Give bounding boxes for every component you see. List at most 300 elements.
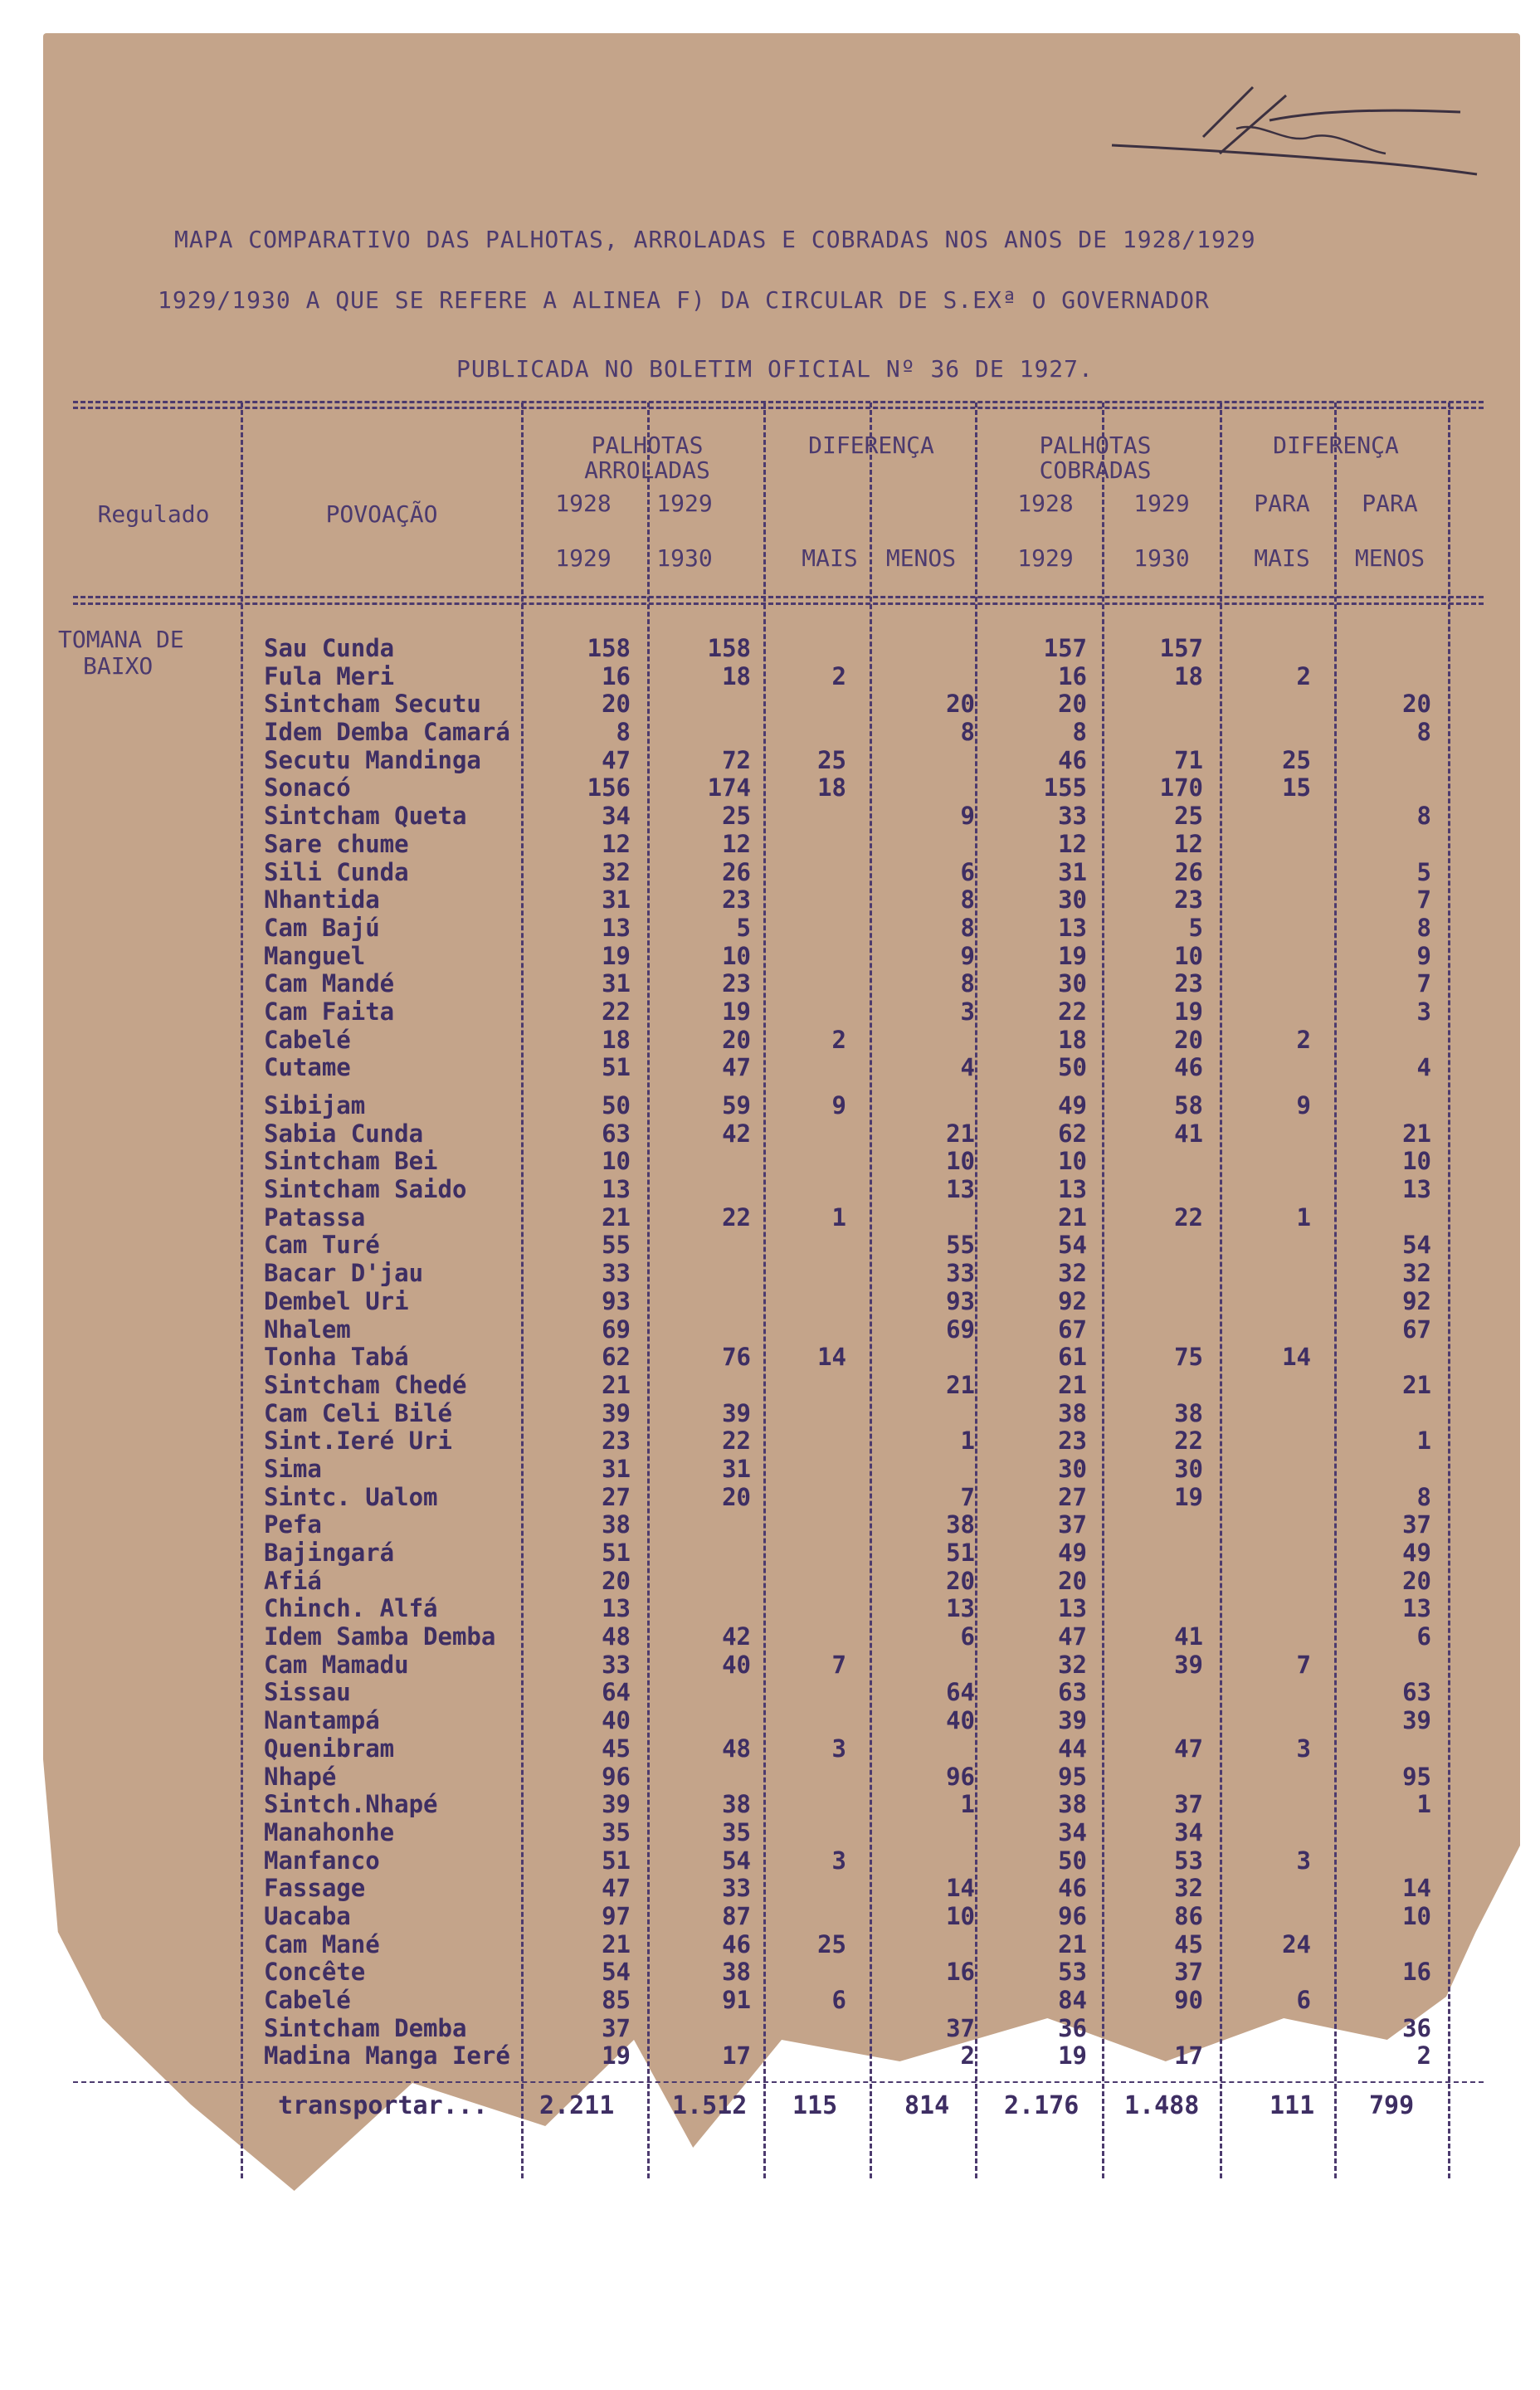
total-value: 799 <box>1369 2091 1415 2120</box>
diferenca-menos: 8 <box>960 913 975 942</box>
cobradas-1928-1929: 30 <box>1058 1454 1087 1483</box>
cobradas-1928-1929: 31 <box>1058 857 1087 886</box>
cobradas-1929-1930: 41 <box>1174 1119 1203 1148</box>
table-row <box>0 970 1540 998</box>
arroladas-1928-1929: 47 <box>602 1874 631 1903</box>
arroladas-1928-1929: 20 <box>602 690 631 719</box>
diferenca-para-menos: 10 <box>1402 1147 1431 1176</box>
diferenca-menos: 1 <box>960 1427 975 1456</box>
village-name: Pefa <box>264 1510 322 1539</box>
diferenca-menos: 4 <box>960 1053 975 1082</box>
header-year: 1930 <box>1133 544 1190 572</box>
cobradas-1929-1930: 86 <box>1174 1901 1203 1930</box>
cobradas-1928-1929: 13 <box>1058 1594 1087 1623</box>
diferenca-menos: 13 <box>946 1594 975 1623</box>
diferenca-menos: 33 <box>946 1259 975 1288</box>
arroladas-1928-1929: 54 <box>602 1958 631 1987</box>
arroladas-1928-1929: 32 <box>602 857 631 886</box>
table-row <box>0 690 1540 719</box>
diferenca-menos: 14 <box>946 1874 975 1903</box>
title-line-3: PUBLICADA NO BOLETIM OFICIAL Nº 36 DE 1927. <box>456 355 1094 383</box>
diferenca-para-menos: 21 <box>1402 1119 1431 1148</box>
village-name: Nantampá <box>264 1706 380 1735</box>
arroladas-1928-1929: 38 <box>602 1510 631 1539</box>
arroladas-1928-1929: 51 <box>602 1539 631 1567</box>
arroladas-1929-1930: 18 <box>722 661 751 690</box>
village-name: Sintcham Bei <box>264 1147 438 1176</box>
arroladas-1928-1929: 45 <box>602 1734 631 1763</box>
table-row <box>0 1232 1540 1260</box>
diferenca-menos: 64 <box>946 1678 975 1707</box>
village-name: Sibijam <box>264 1091 366 1119</box>
diferenca-para-mais: 15 <box>1282 773 1311 802</box>
cobradas-1928-1929: 49 <box>1058 1539 1087 1567</box>
arroladas-1928-1929: 85 <box>602 1986 631 2014</box>
header-year: 1929 <box>555 544 612 572</box>
diferenca-para-mais: 25 <box>1282 745 1311 774</box>
arroladas-1928-1929: 97 <box>602 1901 631 1930</box>
arroladas-1929-1930: 33 <box>722 1874 751 1903</box>
cobradas-1928-1929: 16 <box>1058 661 1087 690</box>
diferenca-para-menos: 14 <box>1402 1874 1431 1903</box>
arroladas-1928-1929: 31 <box>602 885 631 915</box>
diferenca-para-mais: 6 <box>1296 1986 1311 2014</box>
village-name: Cam Mamadu <box>264 1650 409 1679</box>
cobradas-1928-1929: 10 <box>1058 1147 1087 1176</box>
diferenca-menos: 10 <box>946 1147 975 1176</box>
diferenca-menos: 38 <box>946 1510 975 1539</box>
village-name: Sintcham Queta <box>264 802 467 831</box>
diferenca-para-mais: 24 <box>1282 1929 1311 1958</box>
cobradas-1929-1930: 90 <box>1174 1986 1203 2014</box>
village-name: Nhalem <box>264 1314 351 1344</box>
arroladas-1928-1929: 23 <box>602 1427 631 1456</box>
cobradas-1928-1929: 61 <box>1058 1343 1087 1372</box>
diferenca-para-menos: 8 <box>1416 913 1431 942</box>
village-name: Sintch.Nhapé <box>264 1790 438 1819</box>
diferenca-para-menos: 1 <box>1416 1427 1431 1456</box>
cobradas-1928-1929: 37 <box>1058 1510 1087 1539</box>
table-row <box>0 1260 1540 1288</box>
table-row <box>0 1120 1540 1149</box>
table-row <box>0 1707 1540 1735</box>
village-name: Idem Samba Demba <box>264 1622 496 1651</box>
village-name: Sintcham Saido <box>264 1175 467 1204</box>
village-name: Cam Mandé <box>264 969 395 998</box>
arroladas-1928-1929: 21 <box>602 1202 631 1232</box>
cobradas-1928-1929: 13 <box>1058 913 1087 942</box>
table-row <box>0 802 1540 831</box>
cobradas-1929-1930: 37 <box>1174 1958 1203 1987</box>
cobradas-1929-1930: 45 <box>1174 1929 1203 1958</box>
cobradas-1928-1929: 44 <box>1058 1734 1087 1763</box>
diferenca-mais: 14 <box>817 1343 846 1372</box>
header-povoacao: POVOAÇÃO <box>325 500 438 528</box>
header-bottom-rule <box>73 596 1484 598</box>
table-row <box>0 1372 1540 1400</box>
diferenca-menos: 20 <box>946 690 975 719</box>
diferenca-mais: 9 <box>831 1091 846 1119</box>
total-value: 115 <box>792 2091 838 2120</box>
diferenca-para-mais: 3 <box>1296 1846 1311 1875</box>
total-value: 814 <box>904 2091 950 2120</box>
arroladas-1929-1930: 35 <box>722 1817 751 1846</box>
arroladas-1928-1929: 19 <box>602 941 631 970</box>
arroladas-1929-1930: 31 <box>722 1454 751 1483</box>
arroladas-1929-1930: 76 <box>722 1343 751 1372</box>
header-year: 1929 <box>656 490 713 517</box>
cobradas-1928-1929: 67 <box>1058 1314 1087 1344</box>
arroladas-1929-1930: 48 <box>722 1734 751 1763</box>
table-row <box>0 747 1540 775</box>
diferenca-para-menos: 20 <box>1402 690 1431 719</box>
diferenca-para-menos: 1 <box>1416 1790 1431 1819</box>
table-row <box>0 1427 1540 1456</box>
diferenca-mais: 25 <box>817 745 846 774</box>
cobradas-1928-1929: 19 <box>1058 2041 1087 2071</box>
arroladas-1928-1929: 63 <box>602 1119 631 1148</box>
diferenca-menos: 8 <box>960 718 975 747</box>
village-name: Nhapé <box>264 1762 337 1791</box>
cobradas-1928-1929: 32 <box>1058 1259 1087 1288</box>
arroladas-1928-1929: 31 <box>602 1454 631 1483</box>
cobradas-1928-1929: 32 <box>1058 1650 1087 1679</box>
arroladas-1928-1929: 8 <box>616 718 631 747</box>
cobradas-1929-1930: 12 <box>1174 829 1203 858</box>
header-top-rule-2 <box>73 407 1484 409</box>
cobradas-1928-1929: 54 <box>1058 1231 1087 1260</box>
header-menos: MENOS <box>1354 544 1425 572</box>
diferenca-para-mais: 9 <box>1296 1091 1311 1119</box>
diferenca-menos: 13 <box>946 1175 975 1204</box>
diferenca-para-menos: 39 <box>1402 1706 1431 1735</box>
cobradas-1928-1929: 30 <box>1058 969 1087 998</box>
arroladas-1928-1929: 33 <box>602 1259 631 1288</box>
village-name: Concête <box>264 1958 366 1987</box>
arroladas-1928-1929: 48 <box>602 1622 631 1651</box>
cobradas-1928-1929: 33 <box>1058 802 1087 831</box>
village-name: Nhantida <box>264 885 380 915</box>
arroladas-1929-1930: 59 <box>722 1091 751 1119</box>
diferenca-para-menos: 37 <box>1402 1510 1431 1539</box>
cobradas-1929-1930: 75 <box>1174 1343 1203 1372</box>
table-row <box>0 1791 1540 1819</box>
arroladas-1928-1929: 18 <box>602 1025 631 1054</box>
cobradas-1929-1930: 20 <box>1174 1025 1203 1054</box>
table-row <box>0 1735 1540 1763</box>
cobradas-1928-1929: 8 <box>1072 718 1087 747</box>
arroladas-1929-1930: 38 <box>722 1790 751 1819</box>
arroladas-1928-1929: 33 <box>602 1650 631 1679</box>
diferenca-para-menos: 95 <box>1402 1762 1431 1791</box>
village-name: Madina Manga Ieré <box>264 2041 510 2071</box>
village-name: Sili Cunda <box>264 857 409 886</box>
arroladas-1929-1930: 42 <box>722 1622 751 1651</box>
cobradas-1928-1929: 34 <box>1058 1817 1087 1846</box>
diferenca-menos: 21 <box>946 1119 975 1148</box>
cobradas-1928-1929: 38 <box>1058 1790 1087 1819</box>
cobradas-1929-1930: 22 <box>1174 1427 1203 1456</box>
table-row <box>0 663 1540 691</box>
header-regulado: Regulado <box>97 500 210 528</box>
diferenca-menos: 8 <box>960 885 975 915</box>
cobradas-1928-1929: 21 <box>1058 1370 1087 1399</box>
cobradas-1928-1929: 27 <box>1058 1482 1087 1511</box>
table-row <box>0 1344 1540 1372</box>
cobradas-1929-1930: 18 <box>1174 661 1203 690</box>
cobradas-1928-1929: 20 <box>1058 690 1087 719</box>
total-value: 2.211 <box>539 2091 615 2120</box>
arroladas-1928-1929: 37 <box>602 2013 631 2042</box>
diferenca-menos: 1 <box>960 1790 975 1819</box>
arroladas-1928-1929: 93 <box>602 1286 631 1315</box>
arroladas-1928-1929: 156 <box>587 773 631 802</box>
diferenca-para-menos: 6 <box>1416 1622 1431 1651</box>
cobradas-1928-1929: 84 <box>1058 1986 1087 2014</box>
diferenca-para-mais: 2 <box>1296 661 1311 690</box>
diferenca-para-menos: 2 <box>1416 2041 1431 2071</box>
diferenca-menos: 6 <box>960 1622 975 1651</box>
arroladas-1928-1929: 47 <box>602 745 631 774</box>
cobradas-1929-1930: 10 <box>1174 941 1203 970</box>
arroladas-1928-1929: 35 <box>602 1817 631 1846</box>
arroladas-1928-1929: 39 <box>602 1398 631 1427</box>
village-name: Chinch. Alfá <box>264 1594 438 1623</box>
cobradas-1929-1930: 47 <box>1174 1734 1203 1763</box>
arroladas-1928-1929: 20 <box>602 1566 631 1595</box>
village-name: Quenibram <box>264 1734 395 1763</box>
header-year: 1928 <box>1017 490 1074 517</box>
arroladas-1928-1929: 34 <box>602 802 631 831</box>
arroladas-1929-1930: 22 <box>722 1427 751 1456</box>
arroladas-1928-1929: 12 <box>602 829 631 858</box>
table-row <box>0 1651 1540 1680</box>
cobradas-1928-1929: 53 <box>1058 1958 1087 1987</box>
diferenca-mais: 25 <box>817 1929 846 1958</box>
village-name: Cutame <box>264 1053 351 1082</box>
diferenca-para-menos: 8 <box>1416 1482 1431 1511</box>
cobradas-1928-1929: 36 <box>1058 2013 1087 2042</box>
diferenca-mais: 3 <box>831 1734 846 1763</box>
cobradas-1928-1929: 92 <box>1058 1286 1087 1315</box>
cobradas-1929-1930: 39 <box>1174 1650 1203 1679</box>
cobradas-1929-1930: 157 <box>1159 634 1203 662</box>
cobradas-1929-1930: 53 <box>1174 1846 1203 1875</box>
village-name: Sima <box>264 1454 322 1483</box>
cobradas-1928-1929: 21 <box>1058 1929 1087 1958</box>
cobradas-1929-1930: 32 <box>1174 1874 1203 1903</box>
village-name: Cabelé <box>264 1025 351 1054</box>
table-row <box>0 1875 1540 1903</box>
arroladas-1928-1929: 64 <box>602 1678 631 1707</box>
table-row <box>0 1958 1540 1987</box>
table-row <box>0 1176 1540 1204</box>
header-diferenca-2: DIFERENÇA <box>1273 432 1399 459</box>
diferenca-para-mais: 3 <box>1296 1734 1311 1763</box>
village-name: Tonha Tabá <box>264 1343 409 1372</box>
cobradas-1928-1929: 157 <box>1043 634 1087 662</box>
cobradas-1929-1930: 170 <box>1159 773 1203 802</box>
cobradas-1928-1929: 50 <box>1058 1846 1087 1875</box>
diferenca-para-mais: 14 <box>1282 1343 1311 1372</box>
village-name: Manahonhe <box>264 1817 395 1846</box>
cobradas-1928-1929: 13 <box>1058 1175 1087 1204</box>
diferenca-para-menos: 20 <box>1402 1566 1431 1595</box>
arroladas-1928-1929: 69 <box>602 1314 631 1344</box>
table-row <box>0 2015 1540 2043</box>
cobradas-1929-1930: 38 <box>1174 1398 1203 1427</box>
cobradas-1929-1930: 22 <box>1174 1202 1203 1232</box>
cobradas-1928-1929: 22 <box>1058 997 1087 1026</box>
diferenca-menos: 96 <box>946 1762 975 1791</box>
cobradas-1928-1929: 39 <box>1058 1706 1087 1735</box>
cobradas-1928-1929: 23 <box>1058 1427 1087 1456</box>
table-row <box>0 1987 1540 2015</box>
village-name: Secutu Mandinga <box>264 745 481 774</box>
cobradas-1928-1929: 19 <box>1058 941 1087 970</box>
diferenca-para-menos: 32 <box>1402 1259 1431 1288</box>
village-name: Sintcham Secutu <box>264 690 481 719</box>
diferenca-para-menos: 9 <box>1416 941 1431 970</box>
total-label: transportar... <box>278 2091 488 2120</box>
table-row <box>0 1484 1540 1512</box>
village-name: Cam Mané <box>264 1929 380 1958</box>
village-name: Sintcham Chedé <box>264 1370 467 1399</box>
handwritten-signature <box>1095 71 1494 203</box>
arroladas-1929-1930: 40 <box>722 1650 751 1679</box>
diferenca-para-mais: 2 <box>1296 1025 1311 1054</box>
cobradas-1929-1930: 41 <box>1174 1622 1203 1651</box>
arroladas-1929-1930: 46 <box>722 1929 751 1958</box>
cobradas-1928-1929: 96 <box>1058 1901 1087 1930</box>
header-para: PARA <box>1362 490 1418 517</box>
cobradas-1929-1930: 19 <box>1174 997 1203 1026</box>
arroladas-1928-1929: 10 <box>602 1147 631 1176</box>
cobradas-1928-1929: 12 <box>1058 829 1087 858</box>
title-line-2: 1929/1930 A QUE SE REFERE A ALINEA F) DA CIRCULAR DE S.EXª O GOVERNADOR <box>158 286 1210 314</box>
village-name: Dembel Uri <box>264 1286 409 1315</box>
diferenca-menos: 20 <box>946 1566 975 1595</box>
table-row <box>0 943 1540 971</box>
table-row <box>0 859 1540 887</box>
table-row <box>0 635 1540 663</box>
cobradas-1928-1929: 38 <box>1058 1398 1087 1427</box>
table-row <box>0 719 1540 747</box>
arroladas-1928-1929: 21 <box>602 1370 631 1399</box>
table-row <box>0 1054 1540 1082</box>
cobradas-1928-1929: 20 <box>1058 1566 1087 1595</box>
arroladas-1929-1930: 47 <box>722 1053 751 1082</box>
village-name: Idem Demba Camará <box>264 718 510 747</box>
arroladas-1928-1929: 39 <box>602 1790 631 1819</box>
arroladas-1929-1930: 25 <box>722 802 751 831</box>
table-row <box>0 1931 1540 1959</box>
diferenca-para-menos: 49 <box>1402 1539 1431 1567</box>
diferenca-menos: 9 <box>960 941 975 970</box>
table-row <box>0 1456 1540 1484</box>
cobradas-1928-1929: 155 <box>1043 773 1087 802</box>
cobradas-1928-1929: 18 <box>1058 1025 1087 1054</box>
cobradas-1929-1930: 26 <box>1174 857 1203 886</box>
table-row <box>0 886 1540 915</box>
regulado-line: BAIXO <box>83 652 154 680</box>
cobradas-1929-1930: 25 <box>1174 802 1203 831</box>
cobradas-1928-1929: 47 <box>1058 1622 1087 1651</box>
table-row <box>0 1288 1540 1316</box>
village-name: Manfanco <box>264 1846 380 1875</box>
table-row <box>0 774 1540 802</box>
title-line-1: MAPA COMPARATIVO DAS PALHOTAS, ARROLADAS E COBRADAS NOS ANOS DE 1928/1929 <box>174 226 1256 253</box>
table-row <box>0 831 1540 859</box>
arroladas-1929-1930: 72 <box>722 745 751 774</box>
regulado-line: TOMANA DE <box>58 626 184 653</box>
total-value: 111 <box>1270 2091 1315 2120</box>
table-row <box>0 1027 1540 1055</box>
diferenca-menos: 7 <box>960 1482 975 1511</box>
arroladas-1929-1930: 91 <box>722 1986 751 2014</box>
cobradas-1929-1930: 46 <box>1174 1053 1203 1082</box>
arroladas-1929-1930: 10 <box>722 941 751 970</box>
table-row <box>0 1595 1540 1623</box>
arroladas-1929-1930: 23 <box>722 969 751 998</box>
table-row <box>0 915 1540 943</box>
table-row <box>0 1539 1540 1568</box>
header-year: 1928 <box>555 490 612 517</box>
diferenca-menos: 6 <box>960 857 975 886</box>
arroladas-1929-1930: 22 <box>722 1202 751 1232</box>
table-row <box>0 1568 1540 1596</box>
cobradas-1929-1930: 30 <box>1174 1454 1203 1483</box>
arroladas-1928-1929: 27 <box>602 1482 631 1511</box>
diferenca-para-menos: 67 <box>1402 1314 1431 1344</box>
diferenca-para-menos: 54 <box>1402 1231 1431 1260</box>
village-name: Cam Faita <box>264 997 395 1026</box>
diferenca-menos: 40 <box>946 1706 975 1735</box>
cobradas-1928-1929: 21 <box>1058 1202 1087 1232</box>
village-name: Cam Celi Bilé <box>264 1398 452 1427</box>
diferenca-para-menos: 16 <box>1402 1958 1431 1987</box>
arroladas-1929-1930: 174 <box>707 773 751 802</box>
data-table-body <box>0 635 1540 2071</box>
cobradas-1929-1930: 58 <box>1174 1091 1203 1119</box>
cobradas-1928-1929: 49 <box>1058 1091 1087 1119</box>
header-para: PARA <box>1254 490 1310 517</box>
village-name: Patassa <box>264 1202 366 1232</box>
arroladas-1928-1929: 55 <box>602 1231 631 1260</box>
diferenca-para-menos: 5 <box>1416 857 1431 886</box>
diferenca-mais: 2 <box>831 661 846 690</box>
arroladas-1928-1929: 158 <box>587 634 631 662</box>
diferenca-para-menos: 63 <box>1402 1678 1431 1707</box>
table-row <box>0 1148 1540 1176</box>
village-name: Sint.Ieré Uri <box>264 1427 452 1456</box>
village-name: Fassage <box>264 1874 366 1903</box>
arroladas-1929-1930: 12 <box>722 829 751 858</box>
arroladas-1929-1930: 158 <box>707 634 751 662</box>
total-value: 2.176 <box>1004 2091 1079 2120</box>
arroladas-1929-1930: 17 <box>722 2041 751 2071</box>
cobradas-1928-1929: 46 <box>1058 1874 1087 1903</box>
arroladas-1929-1930: 5 <box>736 913 751 942</box>
cobradas-1929-1930: 23 <box>1174 969 1203 998</box>
diferenca-mais: 3 <box>831 1846 846 1875</box>
diferenca-menos: 93 <box>946 1286 975 1315</box>
village-name: Cam Turé <box>264 1231 380 1260</box>
diferenca-para-menos: 7 <box>1416 885 1431 915</box>
diferenca-para-menos: 4 <box>1416 1053 1431 1082</box>
arroladas-1929-1930: 87 <box>722 1901 751 1930</box>
total-rule <box>73 2081 1484 2083</box>
